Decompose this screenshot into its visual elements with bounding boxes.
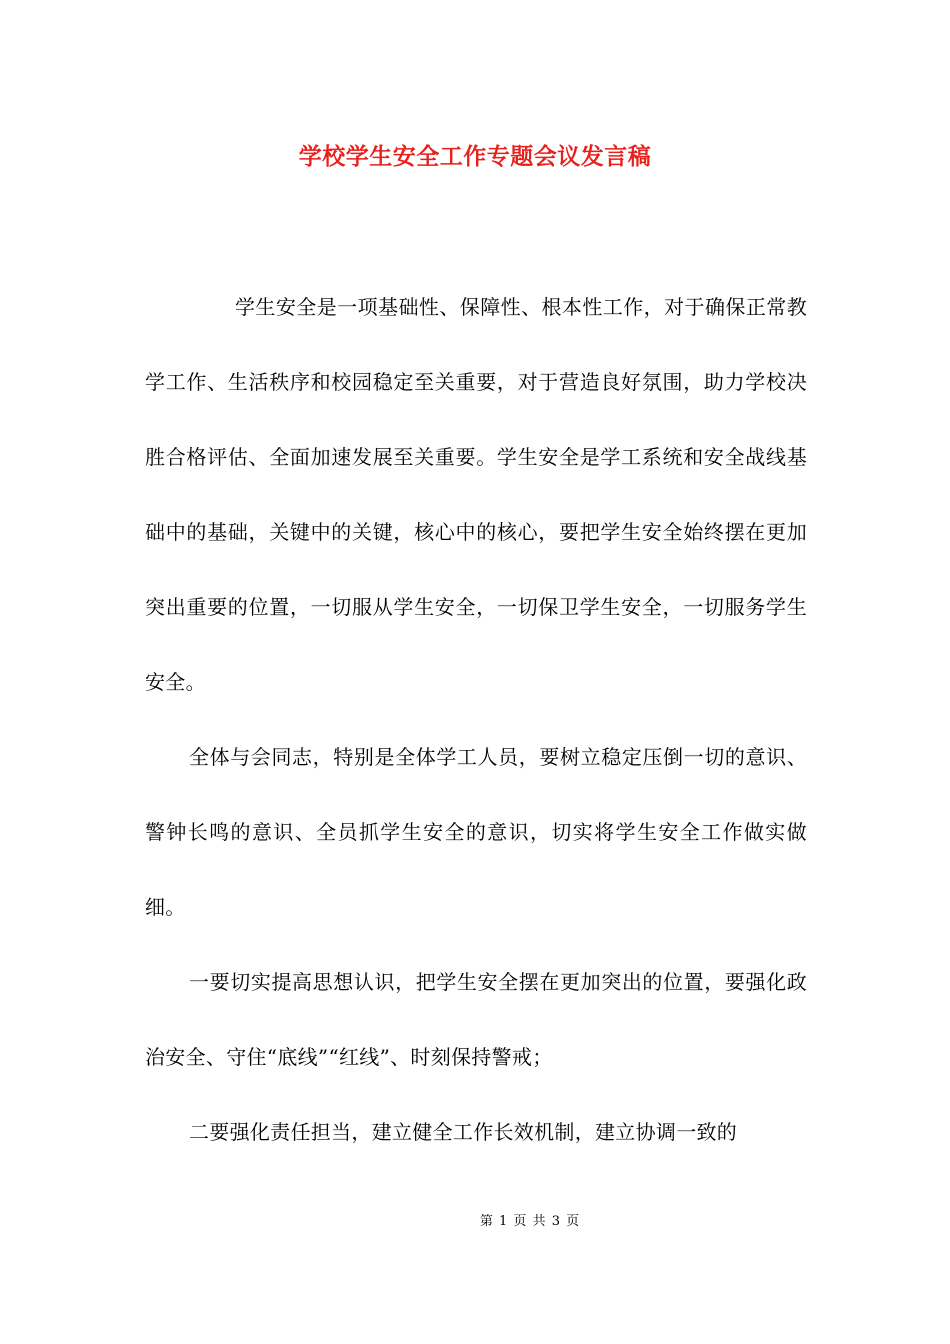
document-title: 学校学生安全工作专题会议发言稿 — [298, 143, 652, 170]
document-body — [145, 270, 807, 1170]
paragraph-3: 一要切实提高思想认识，把学生安全摆在更加突出的位置，要强化政治安全、守住“底线”“红线”、时刻保持警戒； — [145, 970, 807, 1069]
paragraph-4: 二要强化责任担当，建立健全工作长效机制，建立协调一致的 — [189, 1120, 738, 1144]
paragraph-1: 学生安全是一项基础性、保障性、根本性工作，对于确保正常教学工作、生活秩序和校园稳定至关重要，对于营造良好氛围，助力学校决胜合格评估、全面加速发展至关重要。学生安全是学工系统和安全战线基础中的基础，关键中的关键，核心中的核心，要把学生安全始终摆在更加突出重要的位置，一切服从学生安全，一切保卫学生安全，一切服务学生安全。 — [145, 295, 807, 694]
page-number-footer: 第 1 页 共 3 页 — [479, 1214, 581, 1229]
paragraph-2: 全体与会同志，特别是全体学工人员，要树立稳定压倒一切的意识、警钟长鸣的意识、全员抓学生安全的意识，切实将学生安全工作做实做细。 — [145, 745, 807, 919]
